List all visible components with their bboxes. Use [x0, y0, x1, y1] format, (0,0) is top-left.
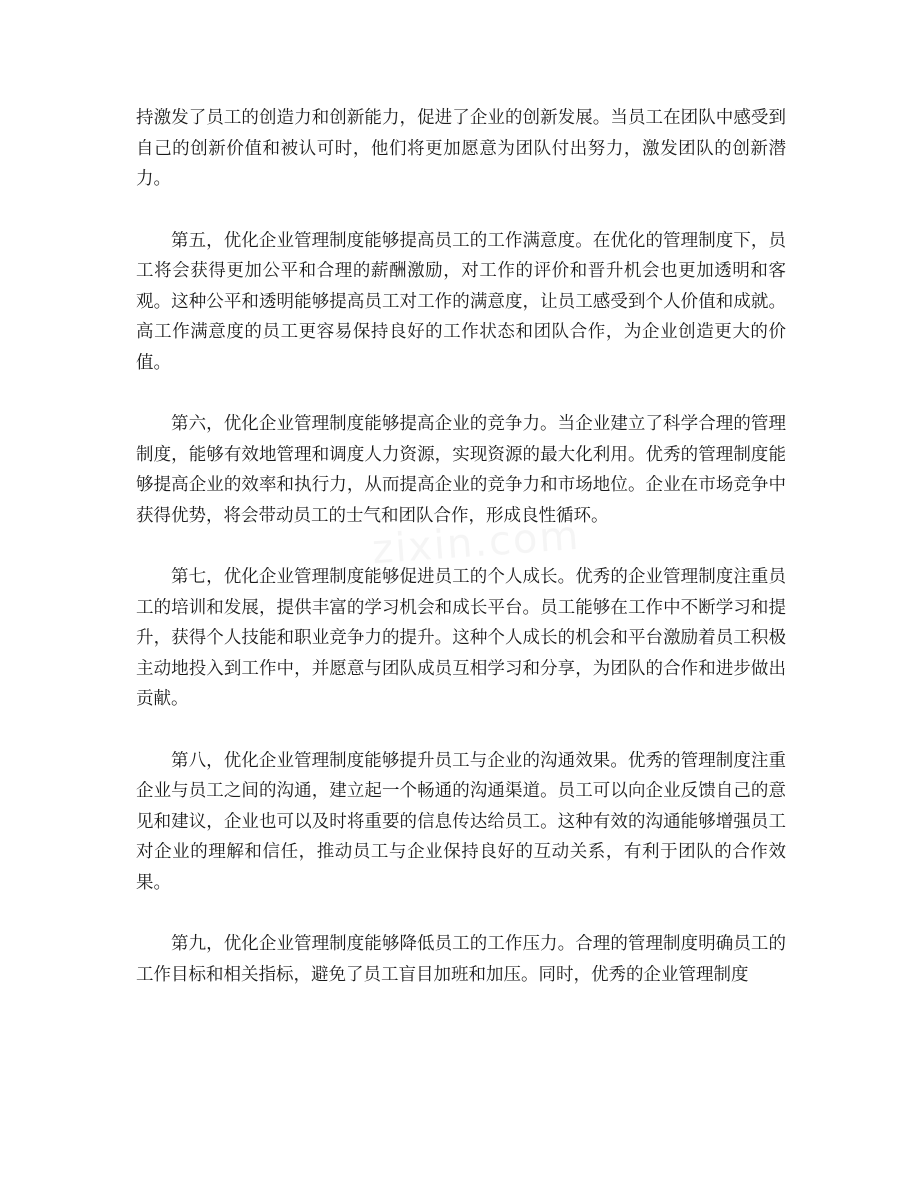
paragraph-continuation: 持激发了员工的创造力和创新能力，促进了企业的创新发展。当员工在团队中感受到自己的创新价值和被认可时，他们将更加愿意为团队付出努力，激发团队的创新潜力。	[136, 108, 786, 189]
watermark: zixin.com	[370, 512, 582, 574]
paragraph-eighth: 第八，优化企业管理制度能够提升员工与企业的沟通效果。优秀的管理制度注重企业与员工之间的沟通，建立起一个畅通的沟通渠道。员工可以向企业反馈自己的意见和建议，企业也可以及时将重要的信息传达给员工。这种有效的沟通能够增强员工对企业的理解和信任，推动员工与企业保持良好的互动关系，有利于团队的合作效果。	[136, 750, 786, 893]
paragraph-ninth: 第九，优化企业管理制度能够降低员工的工作压力。合理的管理制度明确员工的工作目标和相关指标，避免了员工盲目加班和加压。同时，优秀的企业管理制度	[136, 934, 786, 985]
document-body	[136, 103, 786, 1021]
paragraph-fifth: 第五，优化企业管理制度能够提高员工的工作满意度。在优化的管理制度下，员工将会获得更加公平和合理的薪酬激励，对工作的评价和晋升机会也更加透明和客观。这种公平和透明能够提高员工对工作的满意度，让员工感受到个人价值和成就。高工作满意度的员工更容易保持良好的工作状态和团队合作，为企业创造更大的价值。	[136, 230, 786, 373]
paragraph-seventh: 第七，优化企业管理制度能够促进员工的个人成长。优秀的企业管理制度注重员工的培训和发展，提供丰富的学习机会和成长平台。员工能够在工作中不断学习和提升，获得个人技能和职业竞争力的提升。这种个人成长的机会和平台激励着员工积极主动地投入到工作中，并愿意与团队成员互相学习和分享，为团队的合作和进步做出贡献。	[136, 567, 786, 709]
paragraph-sixth: 第六，优化企业管理制度能够提高企业的竞争力。当企业建立了科学合理的管理制度，能够有效地管理和调度人力资源，实现资源的最大化利用。优秀的管理制度能够提高企业的效率和执行力，从而提高企业的竞争力和市场地位。企业在市场竞争中获得优势，将会带动员工的士气和团队合作，形成良性循环。	[136, 414, 786, 526]
